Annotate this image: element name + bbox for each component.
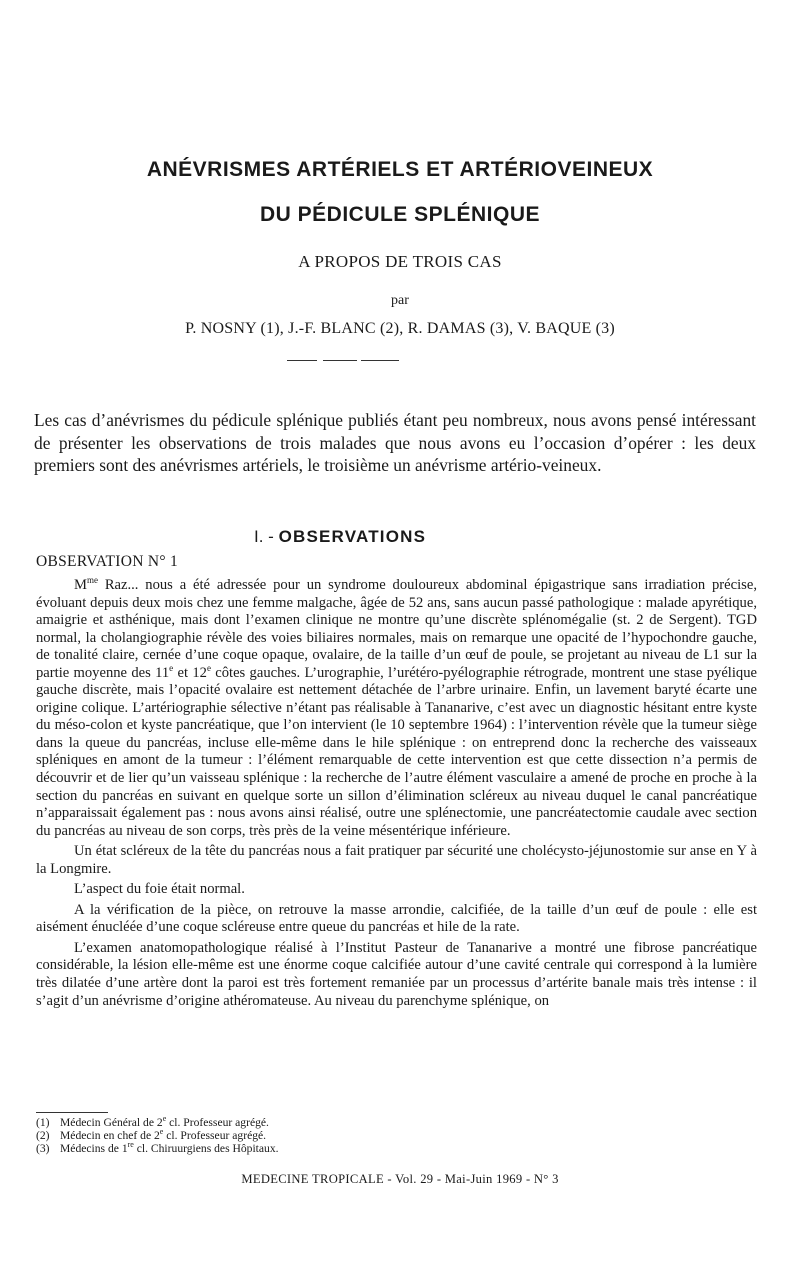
introduction-paragraph: Les cas d’anévrismes du pédicule splénique publiés étant peu nombreux, nous avons pensé intéressant de présenter les observations de trois malades que nous avons eu l’occasion d’opérer : les deux premiers sont des anévrismes artériels, le troisième un anévrisme artério-veineux. [34, 410, 756, 475]
observation-heading: OBSERVATION N° 1 [36, 553, 179, 570]
title-separator [287, 356, 399, 366]
footnote: (3) Médecins de 1re cl. Chiruurgiens des Hôpitaux. [36, 1140, 279, 1155]
footnote: (1) Médecin Général de 2e cl. Professeur agrégé. [36, 1114, 269, 1129]
body-paragraph-3: L’aspect du foie était normal. [74, 881, 245, 898]
footnotes [36, 1116, 536, 1155]
article-title-line-2: DU PÉDICULE SPLÉNIQUE [259, 203, 541, 226]
body-paragraph-2: Un état scléreux de la tête du pancréas nous a fait pratiquer par sécurité une cholécysto-jéjunostomie sur anse en Y à la Longmire. [36, 843, 757, 877]
footnote: (2) Médecin en chef de 2e cl. Professeur agrégé. [36, 1127, 267, 1142]
article-subtitle: A PROPOS DE TROIS CAS [298, 252, 502, 271]
body-paragraph-5: L’examen anatomopathologique réalisé à l’Institut Pasteur de Tananarive a montré une fibrose pancréatique considérable, la lésion elle-même est une énorme coque calcifiée autour d’une cavité centrale qui correspond à la lumière très dilatée d’une artère dont la paroi est très fortement remaniée par un processus d’artérite banale mais très intense : il s’agit d’un anévrisme d’origine athéromateuse. Au niveau du parenchyme splénique, on [36, 939, 757, 1009]
article-title-line-1: ANÉVRISMES ARTÉRIELS ET ARTÉRIOVEINEUX [146, 158, 654, 181]
byline-par: par [391, 293, 409, 308]
footnote-rule [36, 1112, 108, 1113]
observation-body [36, 577, 757, 1013]
section-title: OBSERVATIONS [278, 527, 427, 546]
body-paragraph-1: $M^{me}$ Raz... nous a été adressée pour un syndrome douloureux abdominal épigastrique sans irradiation précise, évoluant depuis deux mois chez une femme malgache, âgée de 52 ans, sans aucun passé pathologique : malade apyrétique, amaigrie et asthénique, mais dont l’examen clinique ne montre qu’une discrète splénomégalie (st. 2 de Sergent). TGD normal, la cholangiographie révèle des voies biliaires normales, mais on remarque une opacité de l’hypochondre gauche, de tonalité claire, cernée d’une coque opaque, ovalaire, de la taille d’un œuf de poule, se projetant au niveau de L1 sur la partie moyenne des 11e et 12e côtes gauches. L’urographie, l’urétéro-pyélographie rétrograde, montrent une stase pyélique gauche discrète, mais l’opacité ovalaire est nettement détachée de l’arbre urinaire. Enfin, un lavement baryté écarte une origine colique. L’artériographie sélective n’étant pas réalisable à Tananarive, c’est avec un diagnostic hésitant entre kyste du méso-colon et kyste pancréatique, que l’on intervient (le 10 septembre 1964) : l’intervention révèle que la tumeur siège dans la queue du pancréas, incluse elle-même dans le hile splénique : on entreprend donc la recherche des vaisseaux spléniques en amont de la tumeur : l’élément remarquable de cette intervention est que cette dissection n’a permis de découvrir et de lier qu’un vaisseau splénique : la recherche de l’autre élément vasculaire a amené de proche en proche à la section du pancréas en suivant en quelque sorte un sillon d’élimination scléreux au niveau duquel le canal pancréatique n’apparaissait également pas : nous avons ainsi réalisé, outre une splénectomie, une pancréatectomie caudale avec section du pancréas au niveau de son corps, très près de la veine mésentérique inférieure. [36, 575, 757, 839]
author-list: P. NOSNY (1), J.-F. BLANC (2), R. DAMAS (3), V. BAQUE (3) [185, 320, 615, 337]
body-paragraph-4: A la vérification de la pièce, on retrouve la masse arrondie, calcifiée, de la taille d’un œuf de poule : elle est aisément énucléée d’une coque scléreuse entre queue du pancréas et hile de la rate. [36, 901, 757, 936]
running-footer: MEDECINE TROPICALE - Vol. 29 - Mai-Juin 1969 - N° 3 [241, 1172, 559, 1186]
section-heading [254, 527, 426, 547]
section-number: I. - [254, 527, 274, 546]
